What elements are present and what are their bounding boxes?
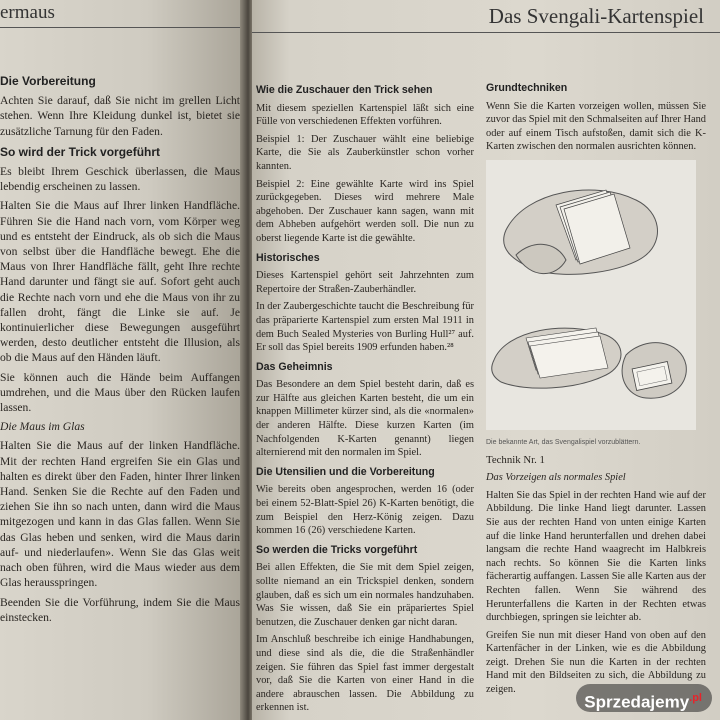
card-fan-illustration <box>486 160 696 430</box>
left-page <box>0 0 246 720</box>
paragraph: Halten Sie das Spiel in der rechten Hand wie auf der Abbildung. Die linke Hand liegt darunter. Lassen Sie aus der rechten Hand von unten einige Karten auf die linke Hand herunterfallen und drehen dabei langsam die rechte Hand waagrecht im Halbkreis nach rechts. So können Sie die Karten links fächerartig auffangen. Lassen Sie alle Karten aus der Rechten fallen. Wenn Sie während des Herunterfallens die Karten in der Rechten etwas durchbiegen, springen sie leichter ab. <box>486 489 706 624</box>
paragraph: In der Zaubergeschichte taucht die Beschreibung für das präparierte Kartenspiel zum ersten Mal 1911 in dem Buch Sealed Mysteries von Burling Hull²⁷ auf. Er soll das Spiel bereits 1909 erfunden haben.²⁸ <box>256 301 474 354</box>
paragraph: Im Anschluß beschreibe ich einige Handhabungen, und diese sind als die, die die Straßenhändler zeigen. Sie führen das Spiel fast immer dergestalt vor, daß Sie die Karten von einer Hand in die andere abrauschen lassen. Die Abbildung zu erkennen ist. <box>256 634 474 714</box>
right-running-head: Das Svengali-Kartenspiel <box>488 4 704 28</box>
paragraph: Achten Sie darauf, daß Sie nicht im grellen Licht stehen. Wenn Ihre Kleidung dunkel ist, bietet sie zusätzliche Tarnung für den Faden. <box>0 94 240 138</box>
section-heading: So wird der Trick vorgeführt <box>0 144 161 159</box>
paragraph: Bei allen Effekten, die Sie mit dem Spiel zeigen, sollte niemand an ein Trickspiel denken, sondern glauben, daß es sich um ein normales handzuhaben. Was Sie wissen, daß Sie ein präpariertes Spiel benutzen, die Zuschauer denken gar nicht daran. <box>256 562 474 628</box>
section-heading: Die Vorbereitung <box>0 74 96 88</box>
paragraph: Beenden Sie die Vorführung, indem Sie die Maus einstecken. <box>0 595 240 624</box>
section-heading: Grundtechniken <box>486 82 568 94</box>
left-running-head: ermaus <box>0 2 55 23</box>
paragraph: Halten Sie die Maus auf der linken Handfläche. Mit der rechten Hand ergreifen Sie ein Glas und halten es direkt über den Faden, hinter Ihrer linken Hand. Senken Sie die Rechte auf den Faden und ziehen Sie ihn so nach unten, dann wird die Maus mitgezogen und kann in das Glas fallen. Wenn Sie das Glas heben und senken, wird die Maus darin auf- und niederlaufen». Wenn Sie das Glas weit nach oben führen, wird die Maus wieder aus dem Glas herausspringen. <box>0 439 240 590</box>
watermark-text: Sprzedajemy <box>584 692 690 712</box>
paragraph: Wenn Sie die Karten vorzeigen wollen, müssen Sie zuvor das Spiel mit den Schmalseiten auf Ihrer Hand oder auf einem Tisch aufstoßen, damit sich die K-Karten zwischen den normalen ausrichten können. <box>486 100 706 153</box>
section-heading: Historisches <box>256 251 320 264</box>
left-text-column <box>0 68 240 629</box>
right-page <box>252 0 720 720</box>
paragraph: Greifen Sie nun mit dieser Hand von oben auf den Kartenfächer in der Linken, wie es die Abbildung zeigt. Drehen Sie nun die Karten in der rechten Hand mit den Bildseiten zu sich, die Abbildung zu zeigen. <box>486 629 706 696</box>
technik-subtitle <box>486 471 706 485</box>
technik-title: Technik Nr. 1 <box>486 453 545 466</box>
section-heading: Wie die Zuschauer den Trick sehen <box>256 84 433 96</box>
paragraph: Halten Sie die Maus auf Ihrer linken Handfläche. Führen Sie die Hand nach vorn, vom Körper weg und es entsteht der Eindruck, als ob sich die Maus von selbst über die Handfläche bewegt. Ehe die Maus von Ihrer Handfläche fällt, geht Ihre rechte Hand darunter und fängt sie auf. Sofort geht auch die Rechte nach vorn und ehe die Maus von ihr zu fallen droht, fängt die Linke sie auf. Je kontinuierlicher diese Bewegungen ausgeführt werden, desto deutlicher entsteht die Illusion, als ob die Maus auf den Händen läuft. <box>0 199 240 365</box>
section-heading: Die Utensilien und die Vorbereitung <box>256 465 435 478</box>
right-text-column <box>486 76 706 701</box>
paragraph: Dieses Kartenspiel gehört seit Jahrzehnten zum Repertoire der Straßen-Zauberhändler. <box>256 270 474 295</box>
paragraph: Das Besondere an dem Spiel besteht darin, daß es zur Hälfte aus gleichen Karten besteht, die um ein knappen Millimeter kürzer sind, als die «normalen» der anderen Hälfte. Diese kurzen Karten (im Nachfolgenden K-Karten genannt) liegen alternierend mit den normalen im Spiel. <box>256 379 474 459</box>
paragraph: Beispiel 2: Eine gewählte Karte wird ins Spiel zurückgegeben. Dieses wird mehrere Male abgehoben. Der Zuschauer kann sagen, wann mit dem Abheben aufgehört werden soll. Die nun zu oberst liegende Karte ist die gewählte. <box>256 178 474 244</box>
hands-illustration <box>486 160 696 430</box>
sprzedajemy-watermark <box>576 684 712 712</box>
paragraph: Wie bereits oben angesprochen, werden 16 (oder bei einem 52-Blatt-Spiel 26) K-Karten benötigt, die zum Beispiel den Herz-König zeigen. Dazu kommen 16 (26) verschiedene Karten. <box>256 484 474 537</box>
section-heading: Das Geheimnis <box>256 360 333 373</box>
right-header-rule <box>252 32 720 33</box>
left-header-rule <box>0 27 246 28</box>
watermark-suffix: .pl <box>689 692 702 704</box>
paragraph: Beispiel 1: Der Zuschauer wählt eine beliebige Karte, die Sie als Zauberkünstler schon vorher kannten. <box>256 133 474 172</box>
paragraph: Es bleibt Ihrem Geschick überlassen, die Maus lebendig erscheinen zu lassen. <box>0 165 240 194</box>
subheading-text: Die Maus im Glas <box>0 420 85 434</box>
section-heading: So werden die Tricks vorgeführt <box>256 543 418 556</box>
technik-subtitle-text: Das Vorzeigen als normales Spiel <box>486 472 626 484</box>
figure-caption: Die bekannte Art, das Svengalispiel vorzublättern. <box>486 438 641 446</box>
paragraph: Sie können auch die Hände beim Auffangen umdrehen, und die Maus über den Rücken laufen lassen. <box>0 370 240 415</box>
middle-text-column <box>256 78 474 719</box>
paragraph: Mit diesem speziellen Kartenspiel läßt sich eine Fülle von verschiedenen Effekten vorführen. <box>256 102 474 128</box>
section-subheading <box>0 419 240 434</box>
